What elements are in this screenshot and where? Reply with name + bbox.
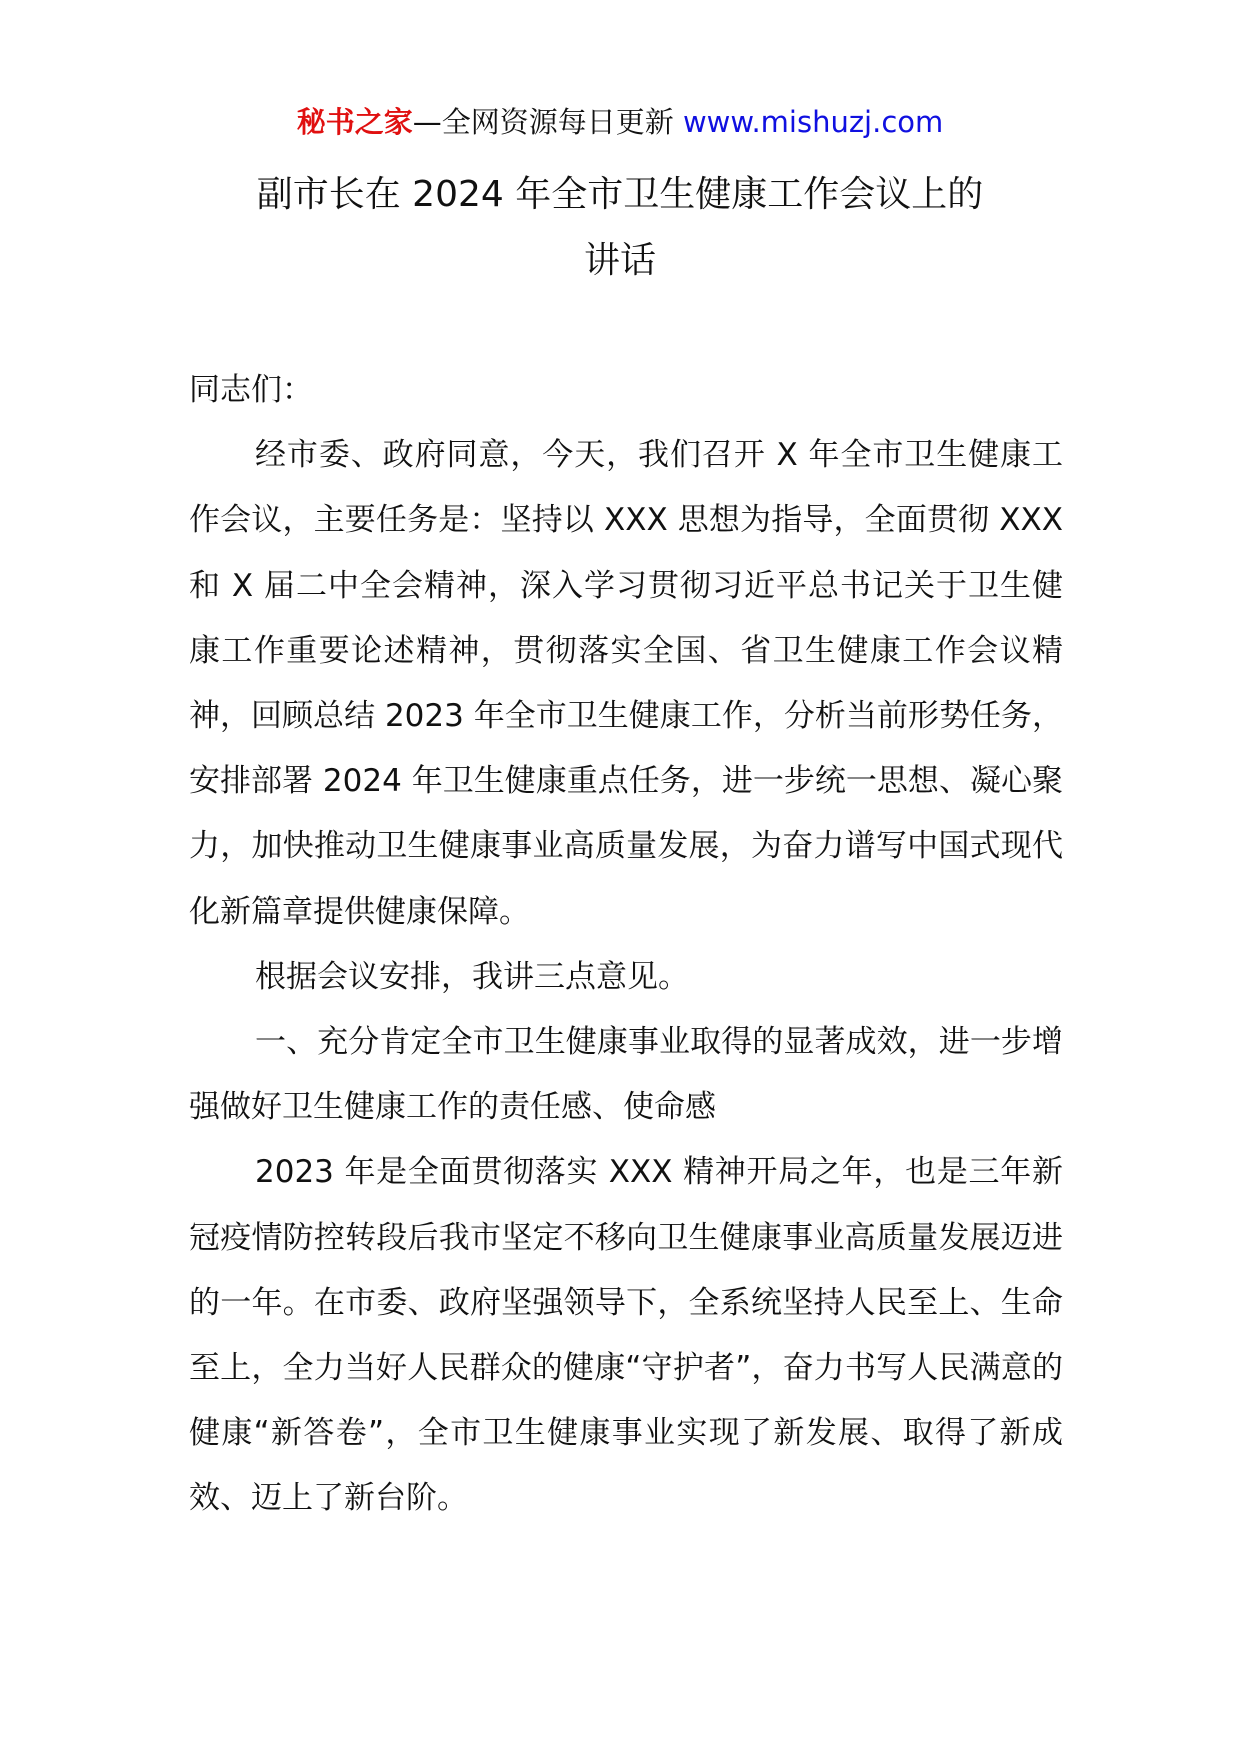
section-heading-1: 一、充分肯定全市卫生健康事业取得的显著成效，进一步增强做好卫生健康工作的责任感、使命感 (189, 1024, 1063, 1126)
site-brand: 秘书之家 (296, 105, 413, 139)
paragraph-outline: 根据会议安排，我讲三点意见。 (255, 958, 689, 995)
paragraph-intro: 经市委、政府同意，今天，我们召开 X 年全市卫生健康工作会议，主要任务是：坚持以 XXX 思想为指导，全面贯彻 XXX 和 X 届二中全会精神，深入学习贯彻习近平总书记关于卫生健康工作重要论述精神，贯彻落实全国、省卫生健康工作会议精神，回顾总结 2023 年全市卫生健康工作，分析当前形势任务，安排部署 2024 年卫生健康重点任务，进一步统一思想、凝心聚力，加快推动卫生健康事业高质量发展，为奋力谱写中国式现代化新篇章提供健康保障。 (189, 437, 1063, 930)
document-title (0, 162, 1240, 294)
paragraph-2023-review: 2023 年是全面贯彻落实 XXX 精神开局之年，也是三年新冠疫情防控转段后我市坚定不移向卫生健康事业高质量发展迈进的一年。在市委、政府坚强领导下，全系统坚持人民至上、生命至上，全力当好人民群众的健康“守护者”，奋力书写人民满意的健康“新答卷”，全市卫生健康事业实现了新发展、取得了新成效、迈上了新台阶。 (189, 1154, 1063, 1517)
salutation: 同志们： (189, 372, 313, 408)
site-header (0, 100, 1240, 144)
site-tagline: —全网资源每日更新 (412, 105, 683, 139)
title-line-2: 讲话 (583, 240, 656, 281)
document-body (189, 358, 1063, 1532)
site-url-link[interactable]: www.mishuzj.com (682, 105, 944, 139)
title-line-1: 副市长在 2024 年全市卫生健康工作会议上的 (256, 174, 984, 215)
